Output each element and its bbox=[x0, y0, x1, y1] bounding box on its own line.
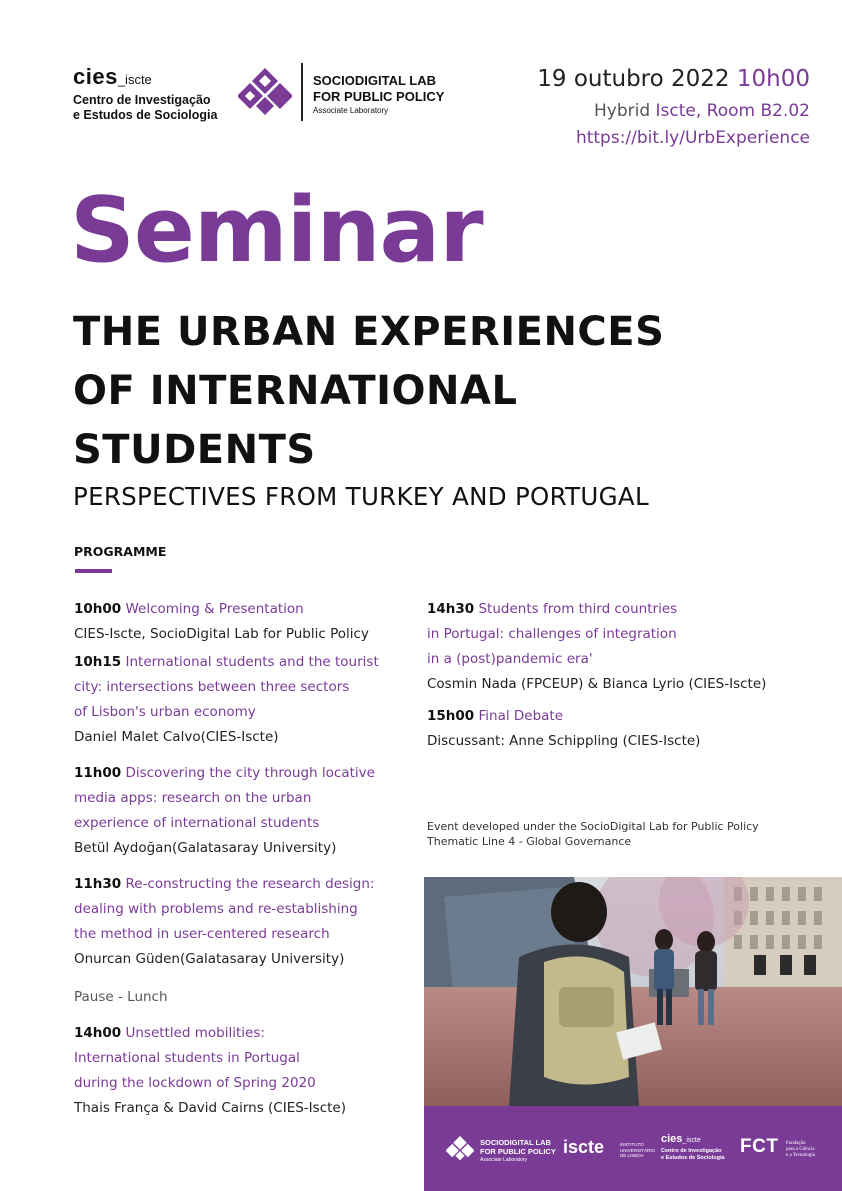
students-photo bbox=[424, 877, 842, 1106]
item-topic-line: dealing with problems and re-establishing bbox=[74, 901, 358, 917]
note-line2: Thematic Line 4 - Global Governance bbox=[427, 835, 632, 848]
event-time: 10h00 bbox=[736, 66, 810, 92]
item-speakers: Thais França & David Cairns (CIES-Iscte) bbox=[74, 1100, 346, 1116]
programme-item bbox=[74, 597, 369, 647]
footer-cies-subtitle bbox=[661, 1148, 725, 1162]
footer-iscte-sub1: INSTITUTO bbox=[620, 1142, 644, 1147]
item-speakers: Discussant: Anne Schippling (CIES-Iscte) bbox=[427, 733, 701, 749]
footer-sociodigital-logo-icon bbox=[446, 1135, 474, 1163]
item-topic-line: in Portugal: challenges of integration bbox=[427, 626, 677, 642]
item-time: 10h15 bbox=[74, 654, 122, 670]
footer-cies-logo: cies_iscte bbox=[661, 1133, 701, 1145]
item-time: 11h00 bbox=[74, 765, 122, 781]
title-line2: OF INTERNATIONAL bbox=[73, 368, 518, 414]
item-topic: Students from third countries bbox=[478, 601, 678, 617]
item-topic-line: experience of international students bbox=[74, 815, 320, 831]
item-topic: Re-constructing the research design: bbox=[125, 876, 375, 892]
programme-item bbox=[74, 650, 379, 750]
item-topic-line: International students in Portugal bbox=[74, 1050, 300, 1066]
event-url-link[interactable]: https://bit.ly/UrbExperience bbox=[575, 128, 810, 148]
sdl-line2: FOR PUBLIC POLICY bbox=[313, 89, 445, 104]
footer-logos-band bbox=[424, 1106, 842, 1191]
item-topic-line: during the lockdown of Spring 2020 bbox=[74, 1075, 316, 1091]
item-time: 10h00 bbox=[74, 601, 122, 617]
sdl-line3: Associate Laboratory bbox=[313, 106, 389, 115]
item-speakers: Betül Aydoğan(Galatasaray University) bbox=[74, 840, 337, 856]
item-topic: International students and the tourist bbox=[125, 654, 379, 670]
item-topic-line: city: intersections between three sectors bbox=[74, 679, 350, 695]
programme-label: PROGRAMME bbox=[74, 544, 167, 559]
seminar-heading: Seminar bbox=[70, 178, 483, 283]
page-title bbox=[73, 303, 793, 480]
lunch-pause: Pause - Lunch bbox=[74, 989, 168, 1005]
item-speakers: Cosmin Nada (FPCEUP) & Bianca Lyrio (CIES-Iscte) bbox=[427, 676, 767, 692]
programme-item bbox=[74, 872, 374, 972]
programme-item bbox=[427, 704, 700, 754]
programme-underline bbox=[75, 569, 112, 573]
item-time: 14h00 bbox=[74, 1025, 122, 1041]
title-line1: THE URBAN EXPERIENCES bbox=[73, 309, 665, 355]
programme-item bbox=[74, 1021, 346, 1121]
item-topic: Discovering the city through locative bbox=[125, 765, 375, 781]
item-topic: Unsettled mobilities: bbox=[125, 1025, 265, 1041]
footer-sdl-line1: SOCIODIGITAL LAB bbox=[480, 1138, 551, 1147]
event-date: 19 outubro 2022 bbox=[537, 66, 730, 92]
sociodigital-lab-logo-icon bbox=[238, 66, 292, 120]
venue-room: Iscte, Room B2.02 bbox=[655, 101, 810, 121]
item-topic-line: in a (post)pandemic era' bbox=[427, 651, 593, 667]
page-subtitle: PERSPECTIVES FROM TURKEY AND PORTUGAL bbox=[73, 482, 649, 511]
footer-sdl-line2: FOR PUBLIC POLICY bbox=[480, 1147, 556, 1156]
cies-subtitle-line1: Centro de Investigação bbox=[73, 93, 211, 107]
sociodigital-lab-logo-text bbox=[313, 73, 444, 115]
footer-sdl-line3: Associate Laboratory bbox=[480, 1157, 527, 1163]
footer-sociodigital-logo-text bbox=[480, 1138, 556, 1165]
item-time: 11h30 bbox=[74, 876, 122, 892]
venue-prefix: Hybrid bbox=[593, 101, 651, 121]
item-topic-line: of Lisbon's urban economy bbox=[74, 704, 256, 720]
footer-fct-subtitle bbox=[786, 1141, 815, 1159]
footer-fct-line3: e a Tecnologia bbox=[786, 1153, 815, 1158]
cies-logo-subtitle bbox=[73, 93, 243, 123]
item-speakers: Onurcan Güden(Galatasaray University) bbox=[74, 951, 345, 967]
item-speakers: Daniel Malet Calvo(CIES-Iscte) bbox=[74, 729, 279, 745]
footer-iscte-sub3: DE LISBOA bbox=[620, 1153, 644, 1158]
programme-item bbox=[74, 761, 375, 861]
event-date-time bbox=[537, 66, 810, 92]
footer-cies-line1: Centro de Investigação bbox=[661, 1148, 722, 1154]
footer-cies-line2: e Estudos de Sociologia bbox=[661, 1155, 725, 1161]
item-topic: Welcoming & Presentation bbox=[125, 601, 304, 617]
item-time: 15h00 bbox=[427, 708, 475, 724]
item-topic-line: media apps: research on the urban bbox=[74, 790, 312, 806]
programme-item bbox=[427, 597, 766, 697]
footer-iscte-logo: iscte bbox=[563, 1137, 605, 1157]
footer-fct-logo: FCT bbox=[740, 1136, 779, 1157]
item-time: 14h30 bbox=[427, 601, 475, 617]
note-line1: Event developed under the SocioDigital Lab for Public Policy bbox=[427, 820, 759, 833]
footer-iscte-sub2: UNIVERSITÁRIO bbox=[620, 1147, 656, 1153]
event-venue bbox=[594, 101, 810, 121]
item-topic-line: the method in user-centered research bbox=[74, 926, 330, 942]
footer-fct-line2: para a Ciência bbox=[786, 1147, 815, 1152]
footer-fct-line1: Fundação bbox=[786, 1141, 806, 1146]
cies-logo-wordmark: cies_iscte bbox=[73, 64, 152, 89]
footer-iscte-subtitle bbox=[620, 1142, 655, 1159]
title-line3: STUDENTS bbox=[73, 427, 316, 473]
cies-subtitle-line2: e Estudos de Sociologia bbox=[73, 108, 218, 122]
event-note bbox=[427, 819, 759, 849]
item-topic: Final Debate bbox=[478, 708, 564, 724]
item-speakers: CIES-Iscte, SocioDigital Lab for Public Policy bbox=[74, 626, 369, 642]
sdl-line1: SOCIODIGITAL LAB bbox=[313, 73, 437, 88]
logo-divider bbox=[301, 63, 303, 121]
